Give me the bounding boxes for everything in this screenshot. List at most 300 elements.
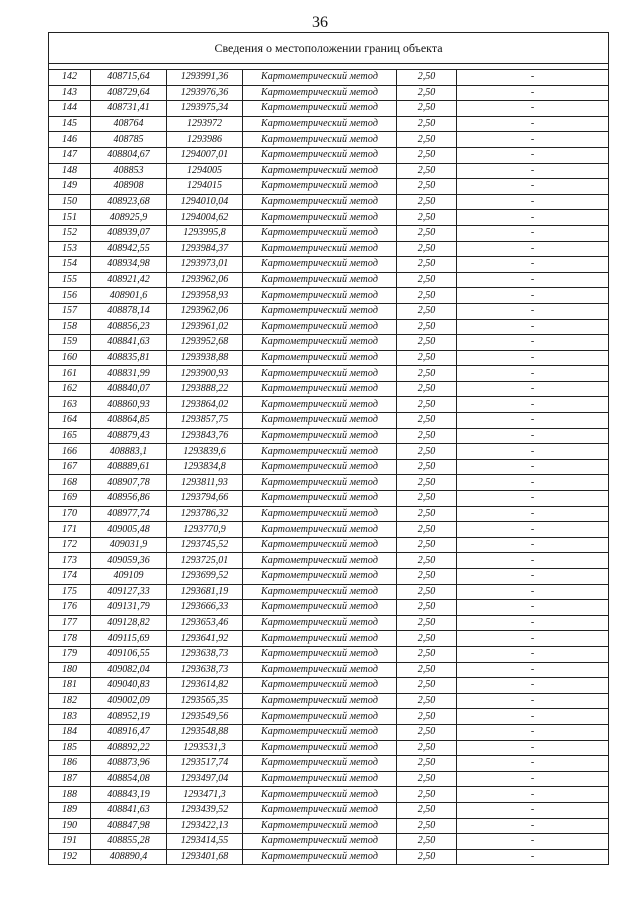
- y-coordinate-cell: 1293962,06: [167, 303, 243, 319]
- accuracy-cell: 2,50: [397, 101, 457, 117]
- point-number-cell: 180: [49, 662, 91, 678]
- method-cell: Картометрический метод: [243, 319, 397, 335]
- x-coordinate-cell: 408892,22: [91, 740, 167, 756]
- x-coordinate-cell: 408841,63: [91, 335, 167, 351]
- x-coordinate-cell: 408804,67: [91, 147, 167, 163]
- x-coordinate-cell: 408901,6: [91, 288, 167, 304]
- method-cell: Картометрический метод: [243, 163, 397, 179]
- x-coordinate-cell: 408729,64: [91, 85, 167, 101]
- description-cell: -: [457, 646, 609, 662]
- description-cell: -: [457, 85, 609, 101]
- y-coordinate-cell: 1293888,22: [167, 381, 243, 397]
- accuracy-cell: 2,50: [397, 366, 457, 382]
- accuracy-cell: 2,50: [397, 179, 457, 195]
- point-number-cell: 143: [49, 85, 91, 101]
- x-coordinate-cell: 408856,23: [91, 319, 167, 335]
- method-cell: Картометрический метод: [243, 771, 397, 787]
- y-coordinate-cell: 1293961,02: [167, 319, 243, 335]
- x-coordinate-cell: 408923,68: [91, 194, 167, 210]
- accuracy-cell: 2,50: [397, 70, 457, 86]
- method-cell: Картометрический метод: [243, 522, 397, 538]
- table-row: [49, 756, 609, 772]
- point-number-cell: 154: [49, 257, 91, 273]
- table-row: [49, 350, 609, 366]
- y-coordinate-cell: 1293681,19: [167, 584, 243, 600]
- description-cell: -: [457, 537, 609, 553]
- x-coordinate-cell: 409115,69: [91, 631, 167, 647]
- x-coordinate-cell: 408878,14: [91, 303, 167, 319]
- method-cell: Картометрический метод: [243, 397, 397, 413]
- point-number-cell: 159: [49, 335, 91, 351]
- y-coordinate-cell: 1293938,88: [167, 350, 243, 366]
- method-cell: Картометрический метод: [243, 537, 397, 553]
- accuracy-cell: 2,50: [397, 335, 457, 351]
- method-cell: Картометрический метод: [243, 241, 397, 257]
- x-coordinate-cell: 408879,43: [91, 428, 167, 444]
- point-number-cell: 152: [49, 225, 91, 241]
- table-row: [49, 553, 609, 569]
- accuracy-cell: 2,50: [397, 241, 457, 257]
- method-cell: Картометрический метод: [243, 132, 397, 148]
- accuracy-cell: 2,50: [397, 802, 457, 818]
- table-title: Сведения о местоположении границ объекта: [49, 33, 609, 64]
- x-coordinate-cell: 408715,64: [91, 70, 167, 86]
- point-number-cell: 191: [49, 834, 91, 850]
- accuracy-cell: 2,50: [397, 771, 457, 787]
- point-number-cell: 176: [49, 600, 91, 616]
- point-number-cell: 144: [49, 101, 91, 117]
- table-row: [49, 834, 609, 850]
- y-coordinate-cell: 1293786,32: [167, 506, 243, 522]
- x-coordinate-cell: 408952,19: [91, 709, 167, 725]
- accuracy-cell: 2,50: [397, 553, 457, 569]
- y-coordinate-cell: 1293794,66: [167, 491, 243, 507]
- x-coordinate-cell: 408942,55: [91, 241, 167, 257]
- description-cell: -: [457, 802, 609, 818]
- point-number-cell: 165: [49, 428, 91, 444]
- y-coordinate-cell: 1293811,93: [167, 475, 243, 491]
- y-coordinate-cell: 1293401,68: [167, 849, 243, 865]
- y-coordinate-cell: 1293565,35: [167, 693, 243, 709]
- y-coordinate-cell: 1293839,6: [167, 444, 243, 460]
- accuracy-cell: 2,50: [397, 646, 457, 662]
- point-number-cell: 148: [49, 163, 91, 179]
- table-row: [49, 225, 609, 241]
- method-cell: Картометрический метод: [243, 381, 397, 397]
- x-coordinate-cell: 408921,42: [91, 272, 167, 288]
- table-row: [49, 522, 609, 538]
- description-cell: -: [457, 335, 609, 351]
- y-coordinate-cell: 1293517,74: [167, 756, 243, 772]
- point-number-cell: 146: [49, 132, 91, 148]
- accuracy-cell: 2,50: [397, 163, 457, 179]
- accuracy-cell: 2,50: [397, 818, 457, 834]
- description-cell: -: [457, 101, 609, 117]
- description-cell: -: [457, 241, 609, 257]
- point-number-cell: 153: [49, 241, 91, 257]
- y-coordinate-cell: 1293638,73: [167, 646, 243, 662]
- point-number-cell: 174: [49, 569, 91, 585]
- x-coordinate-cell: 409031,9: [91, 537, 167, 553]
- table-row: [49, 194, 609, 210]
- description-cell: -: [457, 491, 609, 507]
- point-number-cell: 157: [49, 303, 91, 319]
- point-number-cell: 158: [49, 319, 91, 335]
- method-cell: Картометрический метод: [243, 724, 397, 740]
- description-cell: -: [457, 147, 609, 163]
- table-row: [49, 506, 609, 522]
- point-number-cell: 190: [49, 818, 91, 834]
- method-cell: Картометрический метод: [243, 787, 397, 803]
- description-cell: -: [457, 444, 609, 460]
- method-cell: Картометрический метод: [243, 101, 397, 117]
- accuracy-cell: 2,50: [397, 709, 457, 725]
- accuracy-cell: 2,50: [397, 319, 457, 335]
- table-row: [49, 101, 609, 117]
- table-row: [49, 303, 609, 319]
- point-number-cell: 178: [49, 631, 91, 647]
- accuracy-cell: 2,50: [397, 428, 457, 444]
- method-cell: Картометрический метод: [243, 553, 397, 569]
- method-cell: Картометрический метод: [243, 475, 397, 491]
- table-row: [49, 272, 609, 288]
- table-row: [49, 646, 609, 662]
- table-row: [49, 662, 609, 678]
- table-row: [49, 818, 609, 834]
- point-number-cell: 173: [49, 553, 91, 569]
- table-row: [49, 615, 609, 631]
- point-number-cell: 160: [49, 350, 91, 366]
- point-number-cell: 168: [49, 475, 91, 491]
- x-coordinate-cell: 408890,4: [91, 849, 167, 865]
- table-row: [49, 802, 609, 818]
- accuracy-cell: 2,50: [397, 756, 457, 772]
- accuracy-cell: 2,50: [397, 397, 457, 413]
- method-cell: Картометрический метод: [243, 631, 397, 647]
- table-row: [49, 85, 609, 101]
- description-cell: -: [457, 319, 609, 335]
- x-coordinate-cell: 408853: [91, 163, 167, 179]
- x-coordinate-cell: 408860,93: [91, 397, 167, 413]
- point-number-cell: 147: [49, 147, 91, 163]
- table-row: [49, 319, 609, 335]
- x-coordinate-cell: 408831,99: [91, 366, 167, 382]
- y-coordinate-cell: 1293699,52: [167, 569, 243, 585]
- point-number-cell: 185: [49, 740, 91, 756]
- description-cell: -: [457, 615, 609, 631]
- table-row: [49, 740, 609, 756]
- accuracy-cell: 2,50: [397, 272, 457, 288]
- description-cell: -: [457, 522, 609, 538]
- y-coordinate-cell: 1293986: [167, 132, 243, 148]
- x-coordinate-cell: 408934,98: [91, 257, 167, 273]
- table-row: [49, 787, 609, 803]
- description-cell: -: [457, 724, 609, 740]
- description-cell: -: [457, 397, 609, 413]
- method-cell: Картометрический метод: [243, 70, 397, 86]
- table-row: [49, 257, 609, 273]
- method-cell: Картометрический метод: [243, 834, 397, 850]
- accuracy-cell: 2,50: [397, 537, 457, 553]
- x-coordinate-cell: 409040,83: [91, 678, 167, 694]
- point-number-cell: 155: [49, 272, 91, 288]
- y-coordinate-cell: 1293666,33: [167, 600, 243, 616]
- description-cell: -: [457, 428, 609, 444]
- accuracy-cell: 2,50: [397, 522, 457, 538]
- y-coordinate-cell: 1293548,88: [167, 724, 243, 740]
- y-coordinate-cell: 1293641,92: [167, 631, 243, 647]
- accuracy-cell: 2,50: [397, 491, 457, 507]
- accuracy-cell: 2,50: [397, 459, 457, 475]
- x-coordinate-cell: 408883,1: [91, 444, 167, 460]
- table-row: [49, 70, 609, 86]
- point-number-cell: 179: [49, 646, 91, 662]
- description-cell: -: [457, 179, 609, 195]
- point-number-cell: 150: [49, 194, 91, 210]
- table-row: [49, 381, 609, 397]
- table-row: [49, 428, 609, 444]
- description-cell: -: [457, 475, 609, 491]
- x-coordinate-cell: 409002,09: [91, 693, 167, 709]
- method-cell: Картометрический метод: [243, 335, 397, 351]
- point-number-cell: 164: [49, 413, 91, 429]
- x-coordinate-cell: 408873,96: [91, 756, 167, 772]
- method-cell: Картометрический метод: [243, 491, 397, 507]
- table-row: [49, 569, 609, 585]
- accuracy-cell: 2,50: [397, 288, 457, 304]
- description-cell: -: [457, 506, 609, 522]
- point-number-cell: 142: [49, 70, 91, 86]
- point-number-cell: 183: [49, 709, 91, 725]
- x-coordinate-cell: 408840,07: [91, 381, 167, 397]
- method-cell: Картометрический метод: [243, 272, 397, 288]
- y-coordinate-cell: 1293995,8: [167, 225, 243, 241]
- x-coordinate-cell: 408785: [91, 132, 167, 148]
- table-row: [49, 491, 609, 507]
- method-cell: Картометрический метод: [243, 849, 397, 865]
- description-cell: -: [457, 132, 609, 148]
- x-coordinate-cell: 409109: [91, 569, 167, 585]
- x-coordinate-cell: 408847,98: [91, 818, 167, 834]
- accuracy-cell: 2,50: [397, 631, 457, 647]
- y-coordinate-cell: 1293471,3: [167, 787, 243, 803]
- y-coordinate-cell: 1293834,8: [167, 459, 243, 475]
- description-cell: -: [457, 771, 609, 787]
- table-row: [49, 459, 609, 475]
- description-cell: -: [457, 413, 609, 429]
- accuracy-cell: 2,50: [397, 116, 457, 132]
- description-cell: -: [457, 257, 609, 273]
- y-coordinate-cell: 1293414,55: [167, 834, 243, 850]
- point-number-cell: 182: [49, 693, 91, 709]
- y-coordinate-cell: 1294005: [167, 163, 243, 179]
- table-row: [49, 709, 609, 725]
- y-coordinate-cell: 1293864,02: [167, 397, 243, 413]
- y-coordinate-cell: 1293900,93: [167, 366, 243, 382]
- point-number-cell: 149: [49, 179, 91, 195]
- y-coordinate-cell: 1293857,75: [167, 413, 243, 429]
- x-coordinate-cell: 408835,81: [91, 350, 167, 366]
- page-number: 36: [312, 14, 328, 31]
- x-coordinate-cell: 408956,86: [91, 491, 167, 507]
- accuracy-cell: 2,50: [397, 787, 457, 803]
- method-cell: Картометрический метод: [243, 756, 397, 772]
- y-coordinate-cell: 1293972: [167, 116, 243, 132]
- y-coordinate-cell: 1293531,3: [167, 740, 243, 756]
- accuracy-cell: 2,50: [397, 381, 457, 397]
- accuracy-cell: 2,50: [397, 834, 457, 850]
- method-cell: Картометрический метод: [243, 818, 397, 834]
- x-coordinate-cell: 408731,41: [91, 101, 167, 117]
- accuracy-cell: 2,50: [397, 724, 457, 740]
- accuracy-cell: 2,50: [397, 475, 457, 491]
- y-coordinate-cell: 1293745,52: [167, 537, 243, 553]
- description-cell: -: [457, 569, 609, 585]
- y-coordinate-cell: 1293549,56: [167, 709, 243, 725]
- method-cell: Картометрический метод: [243, 678, 397, 694]
- y-coordinate-cell: 1293725,01: [167, 553, 243, 569]
- point-number-cell: 161: [49, 366, 91, 382]
- table-row: [49, 584, 609, 600]
- table-row: [49, 413, 609, 429]
- x-coordinate-cell: 409059,36: [91, 553, 167, 569]
- x-coordinate-cell: 409131,79: [91, 600, 167, 616]
- method-cell: Картометрический метод: [243, 569, 397, 585]
- table-row: [49, 366, 609, 382]
- x-coordinate-cell: 408841,63: [91, 802, 167, 818]
- x-coordinate-cell: 408764: [91, 116, 167, 132]
- method-cell: Картометрический метод: [243, 600, 397, 616]
- accuracy-cell: 2,50: [397, 678, 457, 694]
- method-cell: Картометрический метод: [243, 615, 397, 631]
- accuracy-cell: 2,50: [397, 147, 457, 163]
- point-number-cell: 169: [49, 491, 91, 507]
- description-cell: -: [457, 740, 609, 756]
- description-cell: -: [457, 709, 609, 725]
- accuracy-cell: 2,50: [397, 350, 457, 366]
- accuracy-cell: 2,50: [397, 740, 457, 756]
- method-cell: Картометрический метод: [243, 709, 397, 725]
- method-cell: Картометрический метод: [243, 646, 397, 662]
- x-coordinate-cell: 409082,04: [91, 662, 167, 678]
- method-cell: Картометрический метод: [243, 459, 397, 475]
- description-cell: -: [457, 163, 609, 179]
- method-cell: Картометрический метод: [243, 210, 397, 226]
- accuracy-cell: 2,50: [397, 194, 457, 210]
- description-cell: -: [457, 678, 609, 694]
- description-cell: -: [457, 787, 609, 803]
- point-number-cell: 192: [49, 849, 91, 865]
- y-coordinate-cell: 1293614,82: [167, 678, 243, 694]
- description-cell: -: [457, 600, 609, 616]
- table-row: [49, 444, 609, 460]
- method-cell: Картометрический метод: [243, 85, 397, 101]
- point-number-cell: 172: [49, 537, 91, 553]
- description-cell: -: [457, 225, 609, 241]
- y-coordinate-cell: 1293962,06: [167, 272, 243, 288]
- y-coordinate-cell: 1293973,01: [167, 257, 243, 273]
- method-cell: Картометрический метод: [243, 147, 397, 163]
- x-coordinate-cell: 408939,07: [91, 225, 167, 241]
- point-number-cell: 170: [49, 506, 91, 522]
- x-coordinate-cell: 408843,19: [91, 787, 167, 803]
- accuracy-cell: 2,50: [397, 849, 457, 865]
- description-cell: -: [457, 288, 609, 304]
- table-row: [49, 210, 609, 226]
- description-cell: -: [457, 116, 609, 132]
- y-coordinate-cell: 1293952,68: [167, 335, 243, 351]
- point-number-cell: 163: [49, 397, 91, 413]
- accuracy-cell: 2,50: [397, 600, 457, 616]
- description-cell: -: [457, 210, 609, 226]
- table-row: [49, 163, 609, 179]
- description-cell: -: [457, 756, 609, 772]
- description-cell: -: [457, 834, 609, 850]
- y-coordinate-cell: 1293497,04: [167, 771, 243, 787]
- point-number-cell: 145: [49, 116, 91, 132]
- table-row: [49, 288, 609, 304]
- method-cell: Картометрический метод: [243, 662, 397, 678]
- y-coordinate-cell: 1293422,13: [167, 818, 243, 834]
- method-cell: Картометрический метод: [243, 428, 397, 444]
- description-cell: -: [457, 272, 609, 288]
- point-number-cell: 162: [49, 381, 91, 397]
- table-row: [49, 241, 609, 257]
- x-coordinate-cell: 408916,47: [91, 724, 167, 740]
- table-row: [49, 771, 609, 787]
- method-cell: Картометрический метод: [243, 288, 397, 304]
- x-coordinate-cell: 408977,74: [91, 506, 167, 522]
- y-coordinate-cell: 1294004,62: [167, 210, 243, 226]
- method-cell: Картометрический метод: [243, 303, 397, 319]
- method-cell: Картометрический метод: [243, 116, 397, 132]
- table-row: [49, 693, 609, 709]
- y-coordinate-cell: 1294015: [167, 179, 243, 195]
- point-number-cell: 188: [49, 787, 91, 803]
- description-cell: -: [457, 818, 609, 834]
- y-coordinate-cell: 1294010,04: [167, 194, 243, 210]
- table-row: [49, 335, 609, 351]
- accuracy-cell: 2,50: [397, 506, 457, 522]
- table-row: [49, 397, 609, 413]
- x-coordinate-cell: 409128,82: [91, 615, 167, 631]
- table-row: [49, 179, 609, 195]
- x-coordinate-cell: 408889,61: [91, 459, 167, 475]
- description-cell: -: [457, 194, 609, 210]
- accuracy-cell: 2,50: [397, 662, 457, 678]
- x-coordinate-cell: 409106,55: [91, 646, 167, 662]
- table-row: [49, 678, 609, 694]
- y-coordinate-cell: 1293984,37: [167, 241, 243, 257]
- y-coordinate-cell: 1293958,93: [167, 288, 243, 304]
- point-number-cell: 187: [49, 771, 91, 787]
- method-cell: Картометрический метод: [243, 740, 397, 756]
- y-coordinate-cell: 1293976,36: [167, 85, 243, 101]
- description-cell: -: [457, 662, 609, 678]
- y-coordinate-cell: 1293653,46: [167, 615, 243, 631]
- point-number-cell: 151: [49, 210, 91, 226]
- description-cell: -: [457, 849, 609, 865]
- x-coordinate-cell: 408854,08: [91, 771, 167, 787]
- accuracy-cell: 2,50: [397, 693, 457, 709]
- method-cell: Картометрический метод: [243, 506, 397, 522]
- y-coordinate-cell: 1293991,36: [167, 70, 243, 86]
- method-cell: Картометрический метод: [243, 802, 397, 818]
- y-coordinate-cell: 1293770,9: [167, 522, 243, 538]
- point-number-cell: 166: [49, 444, 91, 460]
- description-cell: -: [457, 350, 609, 366]
- method-cell: Картометрический метод: [243, 179, 397, 195]
